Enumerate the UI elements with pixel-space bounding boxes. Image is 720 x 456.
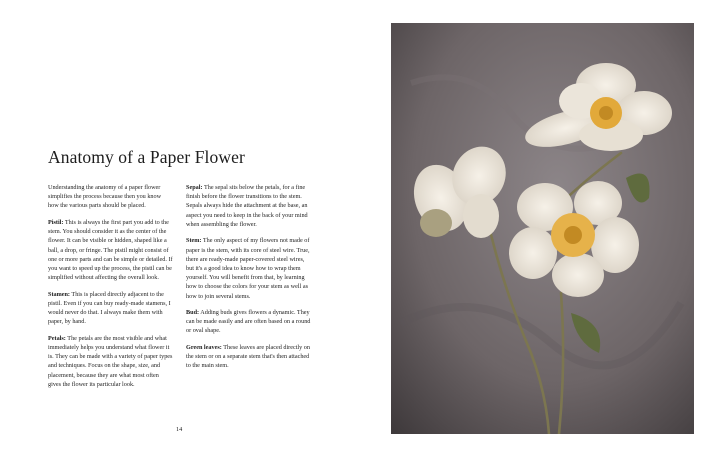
- stem-text: The only aspect of my flowers not made of paper is the stem, with its core of steel wire. True, there are ready-made paper-covered steel wires, but it's a good idea to know how to wrap them yourself. You will benefit from that, by learning how to choose the colors for your stem as well as how to join several stems.: [186, 237, 310, 300]
- green-leaves-paragraph: [186, 343, 311, 371]
- green-leaves-term: Green leaves:: [186, 343, 222, 351]
- bud-text: Adding buds gives flowers a dynamic. They can be made easily and are often based on a round or oval shape.: [186, 309, 311, 335]
- petals-paragraph: [48, 334, 173, 389]
- right-text-column: [186, 183, 311, 378]
- petals-term: Petals:: [48, 334, 66, 342]
- pistil-paragraph: [48, 218, 173, 282]
- stem-paragraph: [186, 236, 311, 300]
- bud-term: Bud:: [186, 309, 200, 317]
- green-leaves-text: These leaves are placed directly on the stem or on a separate stem that's then attached to the main stem.: [186, 343, 310, 370]
- left-text-column: [48, 183, 173, 396]
- petals-text: The petals are the most visible and what immediately helps you understand what flower it is. They can be made with a variety of paper types and techniques. Focus on the shape, size, and placement, because they are what most often gives the flower its particular look.: [48, 334, 173, 388]
- bud-paragraph: [186, 308, 311, 336]
- pistil-term: Pistil:: [48, 218, 64, 226]
- stamen-term: Stamen:: [48, 290, 70, 298]
- paper-flowers-photo: [391, 23, 694, 434]
- intro-text: Understanding the anatomy of a paper flower simplifies the process because then you know how the various parts should be placed.: [48, 184, 162, 210]
- stem-term: Stem:: [186, 237, 202, 245]
- pistil-text: This is always the first part you add to the stem. You should consider it as the center of the flower. It can be visible or hidden, shaped like a ball, a drop, or fringe. The pistil might consist of one or more parts and can be simple or detailed. If you want to speed up the process, the pistil can be simplified without affecting the overall look.: [48, 218, 173, 282]
- page-number: 14: [176, 426, 183, 433]
- sepal-text: The sepal sits below the petals, for a fine finish before the flower transitions to the stem. Sepals always hide the attachment at the base, an aspect you need to keep in the back of your mind when assembling the flower.: [186, 184, 308, 228]
- stamen-paragraph: [48, 290, 173, 327]
- stamen-text: This is placed directly adjacent to the pistil. Even if you can buy ready-made stamens, I would never do that. I always make them with paper, by hand.: [48, 290, 171, 326]
- sepal-paragraph: [186, 183, 311, 229]
- page-title: Anatomy of a Paper Flower: [48, 147, 245, 167]
- sepal-term: Sepal:: [186, 184, 203, 191]
- intro-paragraph: [48, 183, 173, 211]
- flowers-illustration: [391, 23, 694, 434]
